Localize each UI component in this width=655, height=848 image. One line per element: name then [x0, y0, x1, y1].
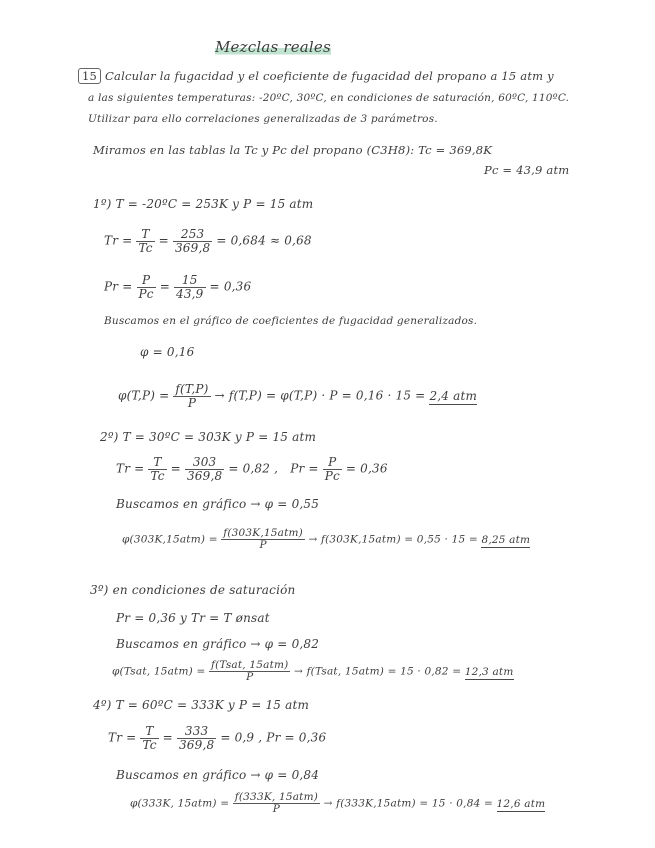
- case4-result-frac: [233, 792, 320, 815]
- case1-tr-num2: 253: [173, 228, 212, 242]
- case1-tr-den: Tc: [138, 240, 153, 255]
- case4-tr-lhs: Tr =: [108, 730, 137, 745]
- case3-line: Pr = 0,36 y Tr = T ønsat: [116, 611, 270, 625]
- case2-tr-frac2: [185, 456, 224, 482]
- case2-pr-den: Pc: [324, 468, 340, 483]
- case4-result-num: f(333K, 15atm): [234, 791, 319, 803]
- case1-result-den: P: [187, 395, 197, 410]
- case2-heading: 2º) T = 30ºC = 303K y P = 15 atm: [100, 430, 317, 444]
- case1-pr-den: Pc: [138, 286, 154, 301]
- case2-pr-num: P: [323, 456, 342, 470]
- case2-result-value: 8,25 atm: [481, 533, 531, 546]
- case1-result-rhs: → f(T,P) = φ(T,P) · P = 0,16 · 15 =: [214, 388, 430, 403]
- case2-result-lhs: φ(303K,15atm) =: [122, 533, 218, 546]
- case1-phi-value: φ = 0,16: [140, 345, 195, 359]
- case2-tr-equation: [116, 456, 388, 482]
- intro-line-1: Miramos en las tablas la Tc y Pc del propano (C3H8): Tc = 369,8K: [93, 143, 493, 157]
- case3-result-num: f(Tsat, 15atm): [211, 659, 289, 671]
- case4-result-lhs: φ(333K, 15atm) =: [130, 797, 230, 810]
- case2-tr-den2: 369,8: [186, 468, 223, 483]
- case1-pr-frac2: [174, 274, 206, 300]
- case4-result: [130, 792, 545, 815]
- case3-search-text: Buscamos en gráfico → φ = 0,82: [116, 637, 320, 651]
- case1-pr-lhs: Pr =: [104, 279, 133, 294]
- case3-result-den: P: [246, 671, 254, 684]
- case4-tr-num: T: [140, 725, 158, 739]
- case4-result-value: 12,6 atm: [496, 797, 546, 810]
- case2-pr-rhs: = 0,36: [345, 461, 388, 476]
- case1-result-frac: [173, 383, 210, 409]
- case4-tr-den2: 369,8: [178, 737, 215, 752]
- case3-result-frac: [209, 660, 290, 683]
- case1-tr-rhs: = 0,684 ≈ 0,68: [216, 233, 312, 248]
- case1-tr-den2: 369,8: [174, 240, 211, 255]
- case1-result-value: 2,4 atm: [429, 388, 478, 403]
- case2-tr-lhs: Tr =: [116, 461, 145, 476]
- case2-tr-num2: 303: [185, 456, 224, 470]
- case2-search-text: Buscamos en gráfico → φ = 0,55: [116, 497, 320, 511]
- case2-result-rhs: → f(303K,15atm) = 0,55 · 15 =: [308, 533, 482, 546]
- case1-pr-rhs: = 0,36: [209, 279, 252, 294]
- problem-number: 15: [78, 68, 101, 84]
- case1-pr-num: P: [137, 274, 156, 288]
- case1-tr-num: T: [136, 228, 154, 242]
- case1-heading: 1º) T = -20ºC = 253K y P = 15 atm: [93, 197, 314, 211]
- case4-tr-rhs: = 0,9 , Pr = 0,36: [220, 730, 327, 745]
- case2-tr-rhs: = 0,82 ,: [228, 461, 279, 476]
- case2-result-num: f(303K,15atm): [223, 527, 303, 539]
- case2-tr-frac: [148, 456, 166, 482]
- problem-statement-line-2: a las siguientes temperaturas: -20ºC, 30ºC, en condiciones de saturación, 60ºC, 110ºC.: [88, 92, 570, 104]
- case3-result-rhs: → f(Tsat, 15atm) = 15 · 0,82 =: [294, 665, 465, 678]
- case3-result-lhs: φ(Tsat, 15atm) =: [112, 665, 206, 678]
- case4-tr-den: Tc: [142, 737, 157, 752]
- problem-statement-line-1: [78, 68, 554, 84]
- case2-tr-den: Tc: [150, 468, 165, 483]
- case1-tr-equation: [104, 228, 312, 254]
- case1-tr-lhs: Tr =: [104, 233, 133, 248]
- case2-pr-frac: [323, 456, 342, 482]
- case3-heading: 3º) en condiciones de saturación: [90, 583, 296, 597]
- case3-result-value: 12,3 atm: [464, 665, 514, 678]
- problem-text-1: Calcular la fugacidad y el coeficiente de fugacidad del propano a 15 atm y: [105, 69, 554, 83]
- case1-pr-num2: 15: [174, 274, 206, 288]
- case4-tr-eq: =: [162, 730, 173, 745]
- case1-pr-eq: =: [159, 279, 170, 294]
- case4-tr-frac: [140, 725, 158, 751]
- problem-statement-line-3: Utilizar para ello correlaciones generalizadas de 3 parámetros.: [88, 113, 438, 125]
- case1-pr-frac: [137, 274, 156, 300]
- case4-tr-equation: [108, 725, 326, 751]
- case4-tr-frac2: [177, 725, 216, 751]
- case4-result-rhs: → f(333K,15atm) = 15 · 0,84 =: [323, 797, 497, 810]
- case1-result-num: f(T,P): [175, 382, 209, 396]
- case4-search-text: Buscamos en gráfico → φ = 0,84: [116, 768, 320, 782]
- case2-result: [122, 528, 530, 551]
- case2-result-frac: [221, 528, 305, 551]
- case1-search-text: Buscamos en el gráfico de coeficientes de fugacidad generalizados.: [104, 315, 478, 327]
- page-title: Mezclas reales: [215, 38, 331, 56]
- case1-result: [118, 383, 477, 409]
- case4-heading: 4º) T = 60ºC = 333K y P = 15 atm: [93, 698, 310, 712]
- case2-tr-num: T: [148, 456, 166, 470]
- case1-pr-den2: 43,9: [176, 286, 204, 301]
- case2-pr-lhs: Pr =: [290, 461, 319, 476]
- case4-result-den: P: [272, 803, 281, 816]
- case3-result: [112, 660, 514, 683]
- case4-tr-num2: 333: [177, 725, 216, 739]
- case1-tr-frac2: [173, 228, 212, 254]
- case1-result-lhs: φ(T,P) =: [118, 388, 170, 403]
- case2-tr-eq: =: [170, 461, 181, 476]
- intro-line-2: Pc = 43,9 atm: [484, 163, 570, 177]
- case1-pr-equation: [104, 274, 251, 300]
- case1-tr-frac: [136, 228, 154, 254]
- case2-result-den: P: [259, 539, 267, 552]
- case1-tr-eq: =: [158, 233, 169, 248]
